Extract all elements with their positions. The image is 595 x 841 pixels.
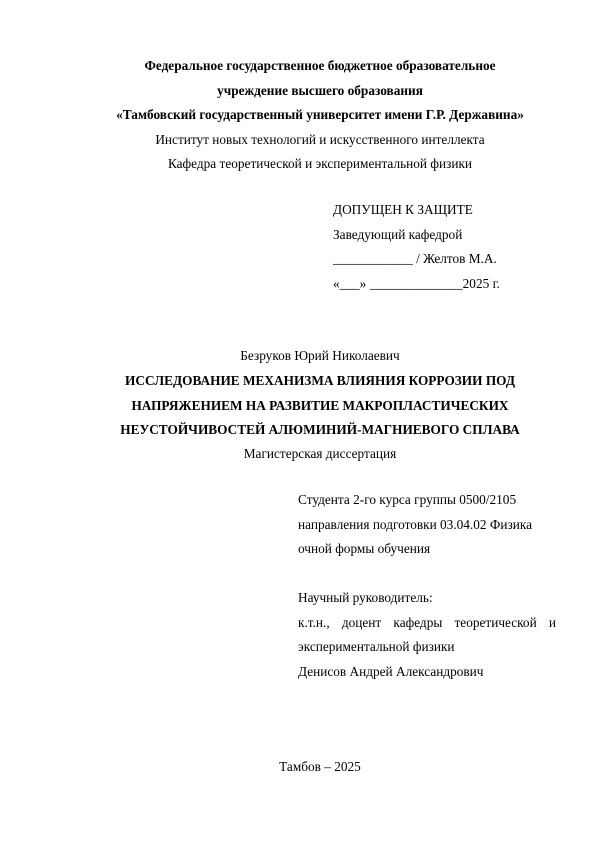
department-name: Кафедра теоретической и экспериментальной физики bbox=[167, 156, 473, 171]
header-line-2: учреждение высшего образования bbox=[217, 83, 423, 98]
student-block bbox=[298, 488, 558, 562]
supervisor-line-2: экспериментальной физики bbox=[298, 639, 455, 654]
author-name: Безруков Юрий Николаевич bbox=[240, 348, 400, 363]
approval-heading: ДОПУЩЕН К ЗАЩИТЕ bbox=[333, 202, 473, 217]
thesis-title-line-1: ИССЛЕДОВАНИЕ МЕХАНИЗМА ВЛИЯНИЯ КОРРОЗИИ ПОД bbox=[125, 373, 515, 388]
student-line-3: очной формы обучения bbox=[298, 541, 431, 556]
approval-date-line: «___» ______________2025 г. bbox=[333, 275, 500, 291]
thesis-title-line-2: НАПРЯЖЕНИЕМ НА РАЗВИТИЕ МАКРОПЛАСТИЧЕСКИХ bbox=[131, 398, 509, 413]
city-year: Тамбов – 2025 bbox=[279, 759, 361, 774]
supervisor-label: Научный руководитель: bbox=[298, 590, 433, 605]
institute-name: Институт новых технологий и искусственного интеллекта bbox=[155, 132, 485, 147]
supervisor-line-1: к.т.н., доцент кафедры теоретической и bbox=[298, 614, 556, 630]
thesis-title-line-3: НЕУСТОЙЧИВОСТЕЙ АЛЮМИНИЙ-МАГНИЕВОГО СПЛАВА bbox=[120, 422, 520, 437]
approval-signature-line: ____________ / Желтов М.А. bbox=[333, 251, 497, 266]
approval-head-of-department: Заведующий кафедрой bbox=[333, 226, 463, 242]
supervisor-block bbox=[298, 586, 558, 684]
student-line-1: Студента 2-го курса группы 0500/2105 bbox=[298, 492, 517, 507]
university-name: «Тамбовский государственный университет имени Г.Р. Державина» bbox=[116, 107, 524, 122]
header-line-1: Федеральное государственное бюджетное образовательное bbox=[144, 58, 496, 73]
work-type: Магистерская диссертация bbox=[243, 446, 397, 461]
supervisor-name: Денисов Андрей Александрович bbox=[298, 663, 484, 679]
approval-block bbox=[333, 198, 573, 296]
student-line-2: направления подготовки 03.04.02 Физика bbox=[298, 516, 533, 532]
